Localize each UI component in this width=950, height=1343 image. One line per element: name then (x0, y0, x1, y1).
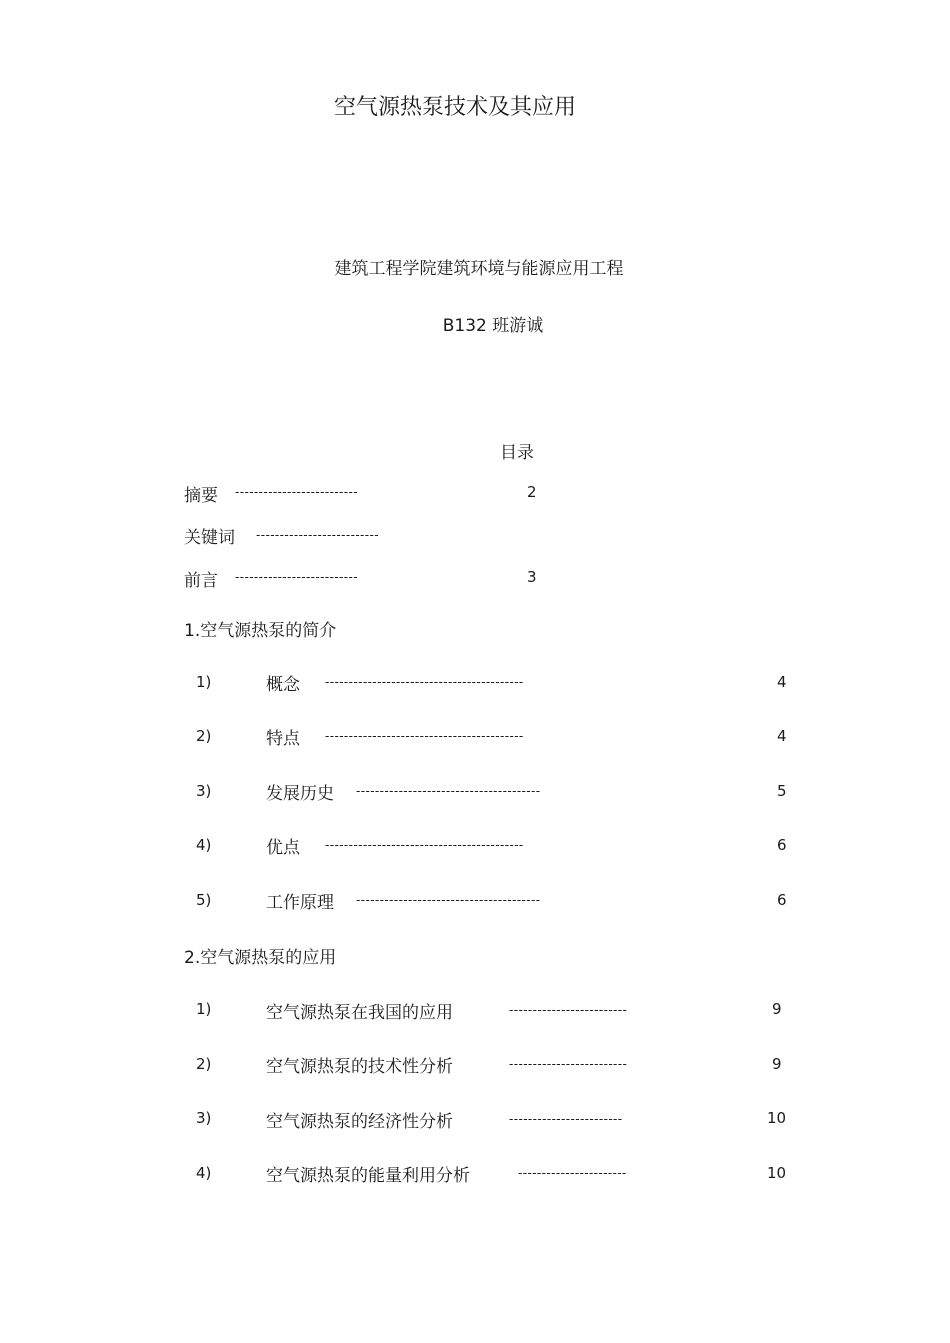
toc-leader: ------------------------ (509, 1112, 623, 1126)
toc-page-number: 10 (767, 1109, 787, 1127)
toc-page-number: 4 (777, 727, 787, 745)
author: B132 班游诚 (442, 316, 544, 336)
toc-item-label: 工作原理 (266, 893, 334, 913)
toc-page-number: 5 (777, 782, 787, 800)
toc-leader: -------------------------- (235, 570, 358, 584)
toc-section-heading: 2.空气源热泵的应用 (184, 948, 337, 968)
toc-item-number: 2) (196, 1055, 212, 1073)
toc-item-label: 关键词 (184, 528, 235, 548)
toc-item-label: 空气源热泵在我国的应用 (266, 1003, 453, 1023)
toc-leader: -------------------------- (256, 528, 379, 542)
toc-leader: ------------------------- (509, 1057, 628, 1071)
toc-item-label: 概念 (266, 675, 300, 695)
affiliation: 建筑工程学院建筑环境与能源应用工程 (334, 259, 624, 279)
toc-leader: ------------------------- (509, 1003, 628, 1017)
toc-item-label: 空气源热泵的经济性分析 (266, 1112, 453, 1132)
toc-item-label: 特点 (266, 729, 300, 749)
toc-page-number: 10 (767, 1164, 787, 1182)
toc-item-label: 空气源热泵的能量利用分析 (266, 1166, 470, 1186)
toc-item-number: 4) (196, 836, 212, 854)
toc-item-number: 2) (196, 727, 212, 745)
toc-item-number: 1) (196, 1000, 212, 1018)
toc-leader: ------------------------------------------ (325, 675, 524, 689)
toc-leader: --------------------------------------- (356, 784, 541, 798)
toc-item-label: 优点 (266, 838, 300, 858)
toc-page-number: 2 (527, 483, 537, 501)
toc-leader: ------------------------------------------ (325, 729, 524, 743)
toc-page-number: 6 (777, 836, 787, 854)
toc-leader: --------------------------------------- (356, 893, 541, 907)
toc-page-number: 6 (777, 891, 787, 909)
toc-item-number: 3) (196, 782, 212, 800)
toc-item-number: 3) (196, 1109, 212, 1127)
toc-item-number: 1) (196, 673, 212, 691)
toc-leader: ----------------------- (518, 1166, 627, 1180)
toc-section-heading: 1.空气源热泵的简介 (184, 621, 337, 641)
toc-item-label: 空气源热泵的技术性分析 (266, 1057, 453, 1077)
toc-item-label: 发展历史 (266, 784, 334, 804)
toc-item-number: 4) (196, 1164, 212, 1182)
toc-page-number: 9 (772, 1055, 782, 1073)
toc-page-number: 9 (772, 1000, 782, 1018)
toc-item-number: 5) (196, 891, 212, 909)
document-title: 空气源热泵技术及其应用 (333, 95, 576, 120)
toc-page-number: 3 (527, 568, 537, 586)
toc-heading: 目录 (500, 443, 534, 463)
toc-item-label: 摘要 (184, 486, 218, 506)
toc-leader: ------------------------------------------ (325, 838, 524, 852)
toc-page-number: 4 (777, 673, 787, 691)
toc-item-label: 前言 (184, 571, 218, 591)
toc-leader: -------------------------- (235, 485, 358, 499)
